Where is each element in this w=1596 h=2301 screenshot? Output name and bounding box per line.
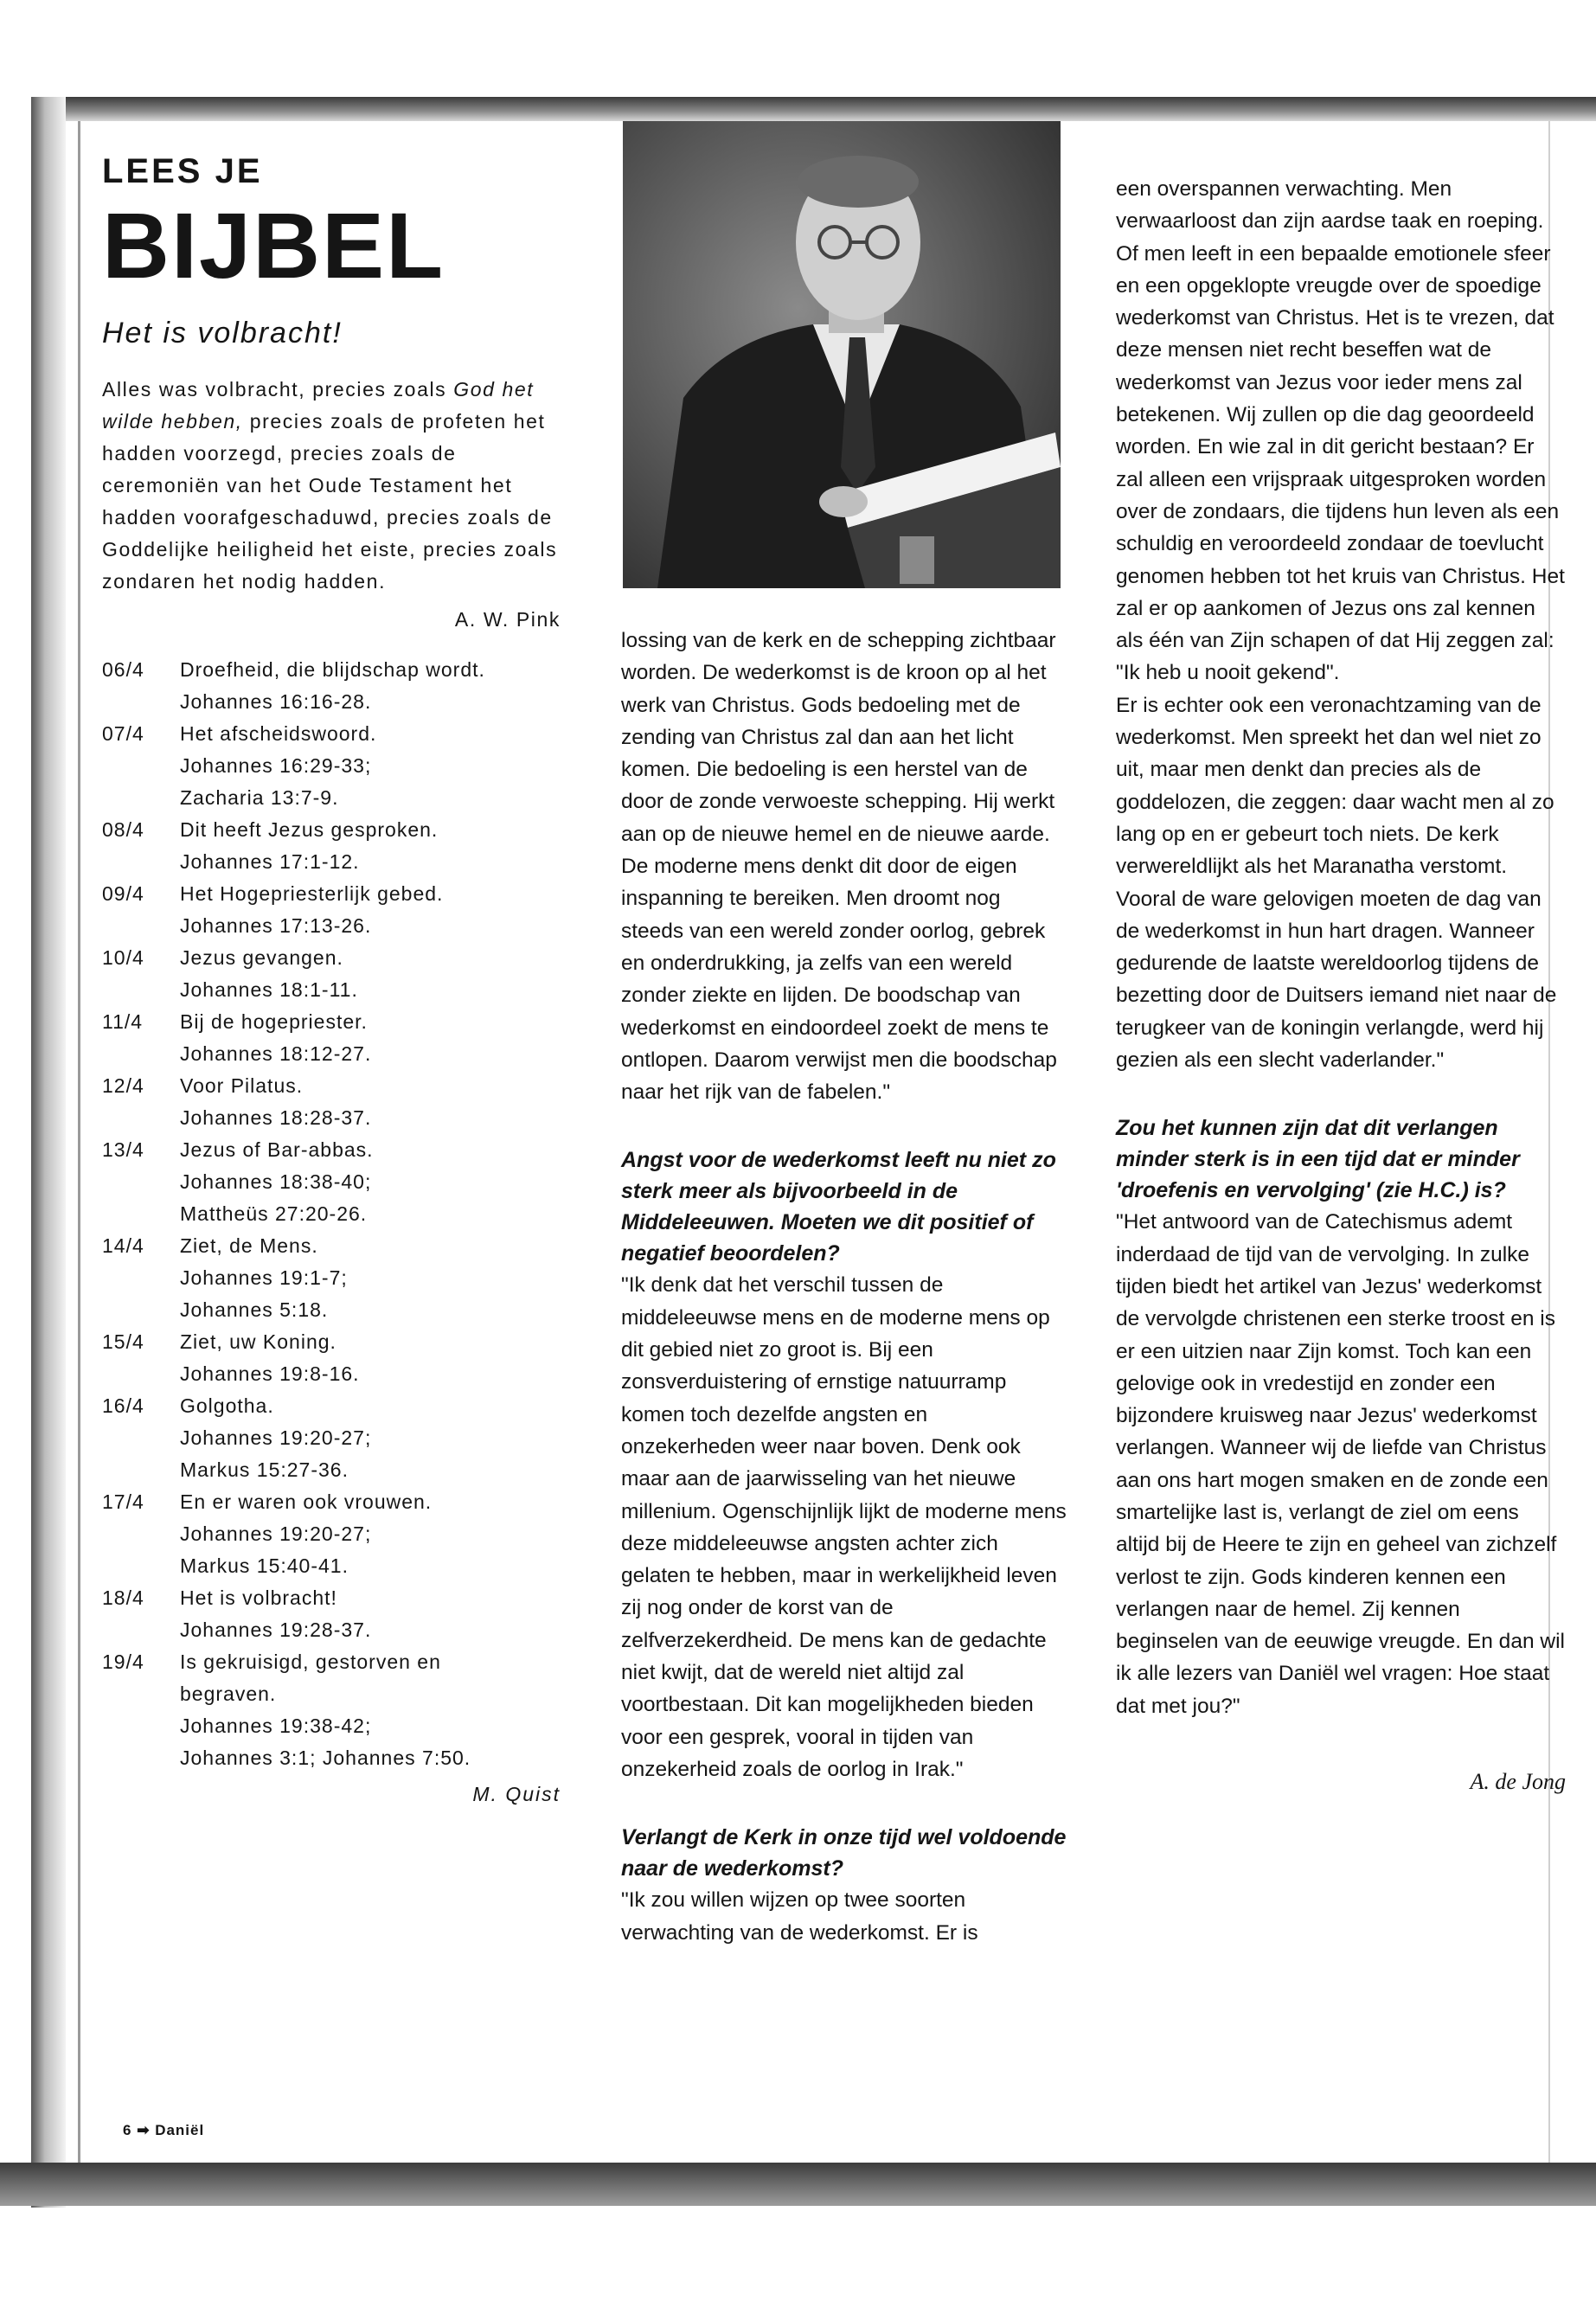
reading-row [102,1230,561,1326]
reading-body [180,1326,561,1390]
reading-topic: Ziet, de Mens. [180,1234,318,1257]
reading-row [102,1006,561,1070]
reading-topic: Het afscheidswoord. [180,722,377,745]
reading-reference: Johannes 19:1-7; [180,1266,348,1289]
article-author: A. de Jong [1470,1769,1566,1795]
reading-body [180,1006,561,1070]
reading-date: 13/4 [102,1138,144,1161]
reading-row [102,1326,561,1390]
reading-date: 19/4 [102,1650,144,1673]
section-title: BIJBEL [102,193,445,298]
reading-reference: Johannes 19:38-42; [180,1715,372,1737]
right-paragraph-2: Er is echter ook een veronachtzaming van de wederkomst. Men spreekt het dan wel niet zo uit, maar men denkt dan precies als de goddelozen, die zeggen: daar wacht men al zo lang op en er gebeurt toch niets. De kerk verwereldlijkt als het Maranatha verstomt. Vooral de ware gelovigen moeten de dag van de wederkomst in hun hart dragen. Wanneer gedurende de laatste wereldoorlog tijdens de bezetting door de Duitsers iemand niet naar de terugkeer van de koningin verlangde, werd hij gezien als een slecht vaderlander." [1116,693,1557,1073]
reading-reference: Johannes 18:28-37. [180,1106,372,1129]
reading-reference: Markus 15:40-41. [180,1554,349,1577]
reading-reference: Johannes 5:18. [180,1298,329,1321]
article-subtitle: Het is volbracht! [102,317,343,349]
reading-topic: Ziet, uw Koning. [180,1330,337,1353]
section-kicker: LEES JE [102,152,263,190]
interview-question-2: Verlangt de Kerk in onze tijd wel voldoende naar de wederkomst? [621,1825,1067,1881]
right-paragraph-1: een overspannen verwachting. Men verwaarloost dan zijn aardse taak en roeping. Of men leeft in een bepaalde emotionele sfeer en een opgeklopte vreugde over de spoedige wederkomst van Christus. Het is te vrezen, dat deze mensen niet recht beseffen wat de wederkomst van Jezus voor ieder mens zal betekenen. Wij zullen op die dag geoordeeld worden. En wie zal in dit gericht bestaan? Er zal alleen een vrijspraak uitgesproken worden over de zondaars, die tijdens hun leven als een schuldig en veroordeeld zondaar de toevlucht genomen hebben tot het kruis van Christus. Het zal er op aankomen of Jezus ons zal kennen als één van Zijn schapen of dat Hij zeggen zal: "Ik heb u nooit gekend". [1116,177,1565,685]
reading-body [180,814,561,878]
reading-topic: En er waren ook vrouwen. [180,1490,433,1513]
reading-reference: Johannes 18:38-40; [180,1170,372,1193]
scan-edge-left [31,97,66,2208]
reading-topic: Bij de hogepriester. [180,1010,368,1033]
reading-body [180,942,561,1006]
reading-date: 15/4 [102,1330,144,1353]
reading-reference: Johannes 3:1; Johannes 7:50. [180,1747,471,1769]
reading-schedule [102,654,561,1774]
reading-date: 11/4 [102,1010,144,1033]
reading-reference: Johannes 19:8-16. [180,1362,360,1385]
reading-date: 14/4 [102,1234,144,1257]
reading-reference: Markus 15:27-36. [180,1458,349,1481]
reading-date: 08/4 [102,818,144,841]
reading-date: 12/4 [102,1074,144,1097]
reading-body [180,1646,561,1774]
reading-body [180,1486,561,1582]
reading-reference: Johannes 19:20-27; [180,1522,372,1545]
middle-paragraph-3: "Ik zou willen wijzen op twee soorten verwachting van de wederkomst. Er is [621,1888,978,1945]
reading-topic: Jezus of Bar-abbas. [180,1138,374,1161]
reading-topic: Golgotha. [180,1394,274,1417]
reading-row [102,718,561,814]
reading-reference: Johannes 19:28-37. [180,1618,372,1641]
reading-body [180,654,561,718]
reading-body [180,1582,561,1646]
photo-image [623,121,1061,588]
interview-question-1: Angst voor de wederkomst leeft nu niet zo sterk meer als bijvoorbeeld in de Middeleeuwen. Moeten we dit positief of negatief beoordelen? [621,1148,1056,1266]
reading-date: 07/4 [102,722,144,745]
reading-date: 17/4 [102,1490,144,1513]
reading-row [102,654,561,718]
reading-reference: Johannes 16:29-33; [180,754,372,777]
middle-column [621,625,1067,1949]
schedule-author: M. Quist [472,1783,561,1805]
intro-text-italic: God het wilde hebben, [102,378,535,433]
reading-reference: Johannes 19:20-27; [180,1426,372,1449]
reading-row [102,1486,561,1582]
page-footer [123,2122,204,2139]
reading-row [102,1646,561,1774]
scan-edge-top [31,97,1596,121]
reading-date: 10/4 [102,946,144,969]
reading-reference: Johannes 17:1-12. [180,850,360,873]
reading-row [102,942,561,1006]
middle-paragraph-1: lossing van de kerk en de schepping zichtbaar worden. De wederkomst is de kroon op al het werk van Christus. Gods bedoeling met de zending van Christus zal dan aan het licht komen. Die bedoeling is een herstel van de door de zonde verwoeste schepping. Hij werkt aan op de nieuwe hemel en de nieuwe aarde. De moderne mens denkt dit door de eigen inspanning te bereiken. Men droomt nog steeds van een wereld zonder oorlog, gebrek en onderdrukking, ja zelfs van een wereld zonder ziekte en lijden. De boodschap van wederkomst en eindoordeel zoekt de mens te ontlopen. Daarom verwijst men die boodschap naar het rijk van de fabelen." [621,629,1057,1105]
reading-date: 09/4 [102,882,144,905]
reading-row [102,878,561,942]
interview-question-3: Zou het kunnen zijn dat dit verlangen minder sterk is in een tijd dat er minder 'droefenis en vervolging' (zie H.C.) is? [1116,1116,1520,1203]
reading-row [102,1070,561,1134]
reading-topic: Voor Pilatus. [180,1074,304,1097]
reading-topic: Het Hogepriesterlijk gebed. [180,882,444,905]
scan-edge-bottom [0,2163,1596,2206]
reading-topic: Jezus gevangen. [180,946,343,969]
reading-date: 18/4 [102,1586,144,1609]
intro-text-1: Alles was volbracht, precies zoals [102,378,454,401]
reading-topic: Is gekruisigd, gestorven en [180,1650,441,1673]
middle-paragraph-2: "Ik denk dat het verschil tussen de middeleeuwse mens en de moderne mens op dit gebied niet zo groot is. Bij een zonsverduistering of ernstige natuurramp komen toch dezelfde angsten en onzekerheden weer naar boven. Denk ook maar aan de jaarwisseling van het nieuwe millenium. Ogenschijnlijk lijkt de moderne mens deze middeleeuwse angsten achter zich gelaten te hebben, maar in werkelijkheid leven zij nog onder de korst van de zelfverzekerdheid. De mens kan de gedachte niet kwijt, dat de wereld niet altijd zal voortbestaan. Dit kan mogelijkheden bieden voor een gesprek, vooral in tijden van onzekerheid zoals de oorlog in Irak." [621,1273,1067,1781]
reading-body [180,1390,561,1486]
reading-reference: Mattheüs 27:20-26. [180,1202,368,1225]
right-column [1116,173,1566,1798]
reading-row [102,1134,561,1230]
page-number: 6 [123,2122,132,2138]
speaker-photo [623,121,1061,588]
reading-row [102,1582,561,1646]
reading-body [180,878,561,942]
reading-body [180,1230,561,1326]
reading-date: 16/4 [102,1394,144,1417]
reading-reference: Johannes 18:12-27. [180,1042,372,1065]
arrow-icon: ➡ [137,2122,151,2138]
reading-topic: Het is volbracht! [180,1586,337,1609]
left-column [102,147,561,1806]
right-paragraph-3: "Het antwoord van de Catechismus ademt inderdaad de tijd van de vervolging. In zulke tijden biedt het artikel van Jezus' wederkomst de vervolgde christenen een sterke troost en is er een uitzien naar Zijn komst. Toch kan een gelovige ook in vredestijd en zonder een bijzondere kruisweg naar Jezus' wederkomst verlangen. Wanneer wij de liefde van Christus aan ons hart mogen smaken en de zonde een smartelijke last is, verlangt de ziel om eens altijd bij de Heere te zijn en geheel van zichzelf verlost te zijn. Gods kinderen kennen een verlangen naar de hemel. Zij kennen beginselen van de eeuwige vreugde. En dan wil ik alle lezers van Daniël wel vragen: Hoe staat dat met jou?" [1116,1210,1565,1718]
reading-topic: Droefheid, die blijdschap wordt. [180,658,485,681]
reading-row [102,1390,561,1486]
intro-text-2: precies zoals de profeten het hadden voorzegd, precies zoals de ceremoniën van het Oude Testament het hadden voorafgeschaduwd, precies zoals de Goddelijke heiligheid het eiste, precies zoals zondaren het nodig hadden. [102,410,558,593]
reading-body [180,718,561,814]
reading-topic: Dit heeft Jezus gesproken. [180,818,439,841]
reading-date: 06/4 [102,658,144,681]
reading-reference: Johannes 16:16-28. [180,690,372,713]
magazine-name: Daniël [155,2122,205,2138]
intro-author: A. W. Pink [454,608,561,631]
reading-body [180,1070,561,1134]
intro-quote [102,374,561,598]
reading-reference: Johannes 17:13-26. [180,914,372,937]
reading-reference: Zacharia 13:7-9. [180,786,339,809]
reading-reference: Johannes 18:1-11. [180,978,358,1001]
scan-crease [78,121,80,2163]
reading-body [180,1134,561,1230]
reading-row [102,814,561,878]
reading-reference: begraven. [180,1682,277,1705]
